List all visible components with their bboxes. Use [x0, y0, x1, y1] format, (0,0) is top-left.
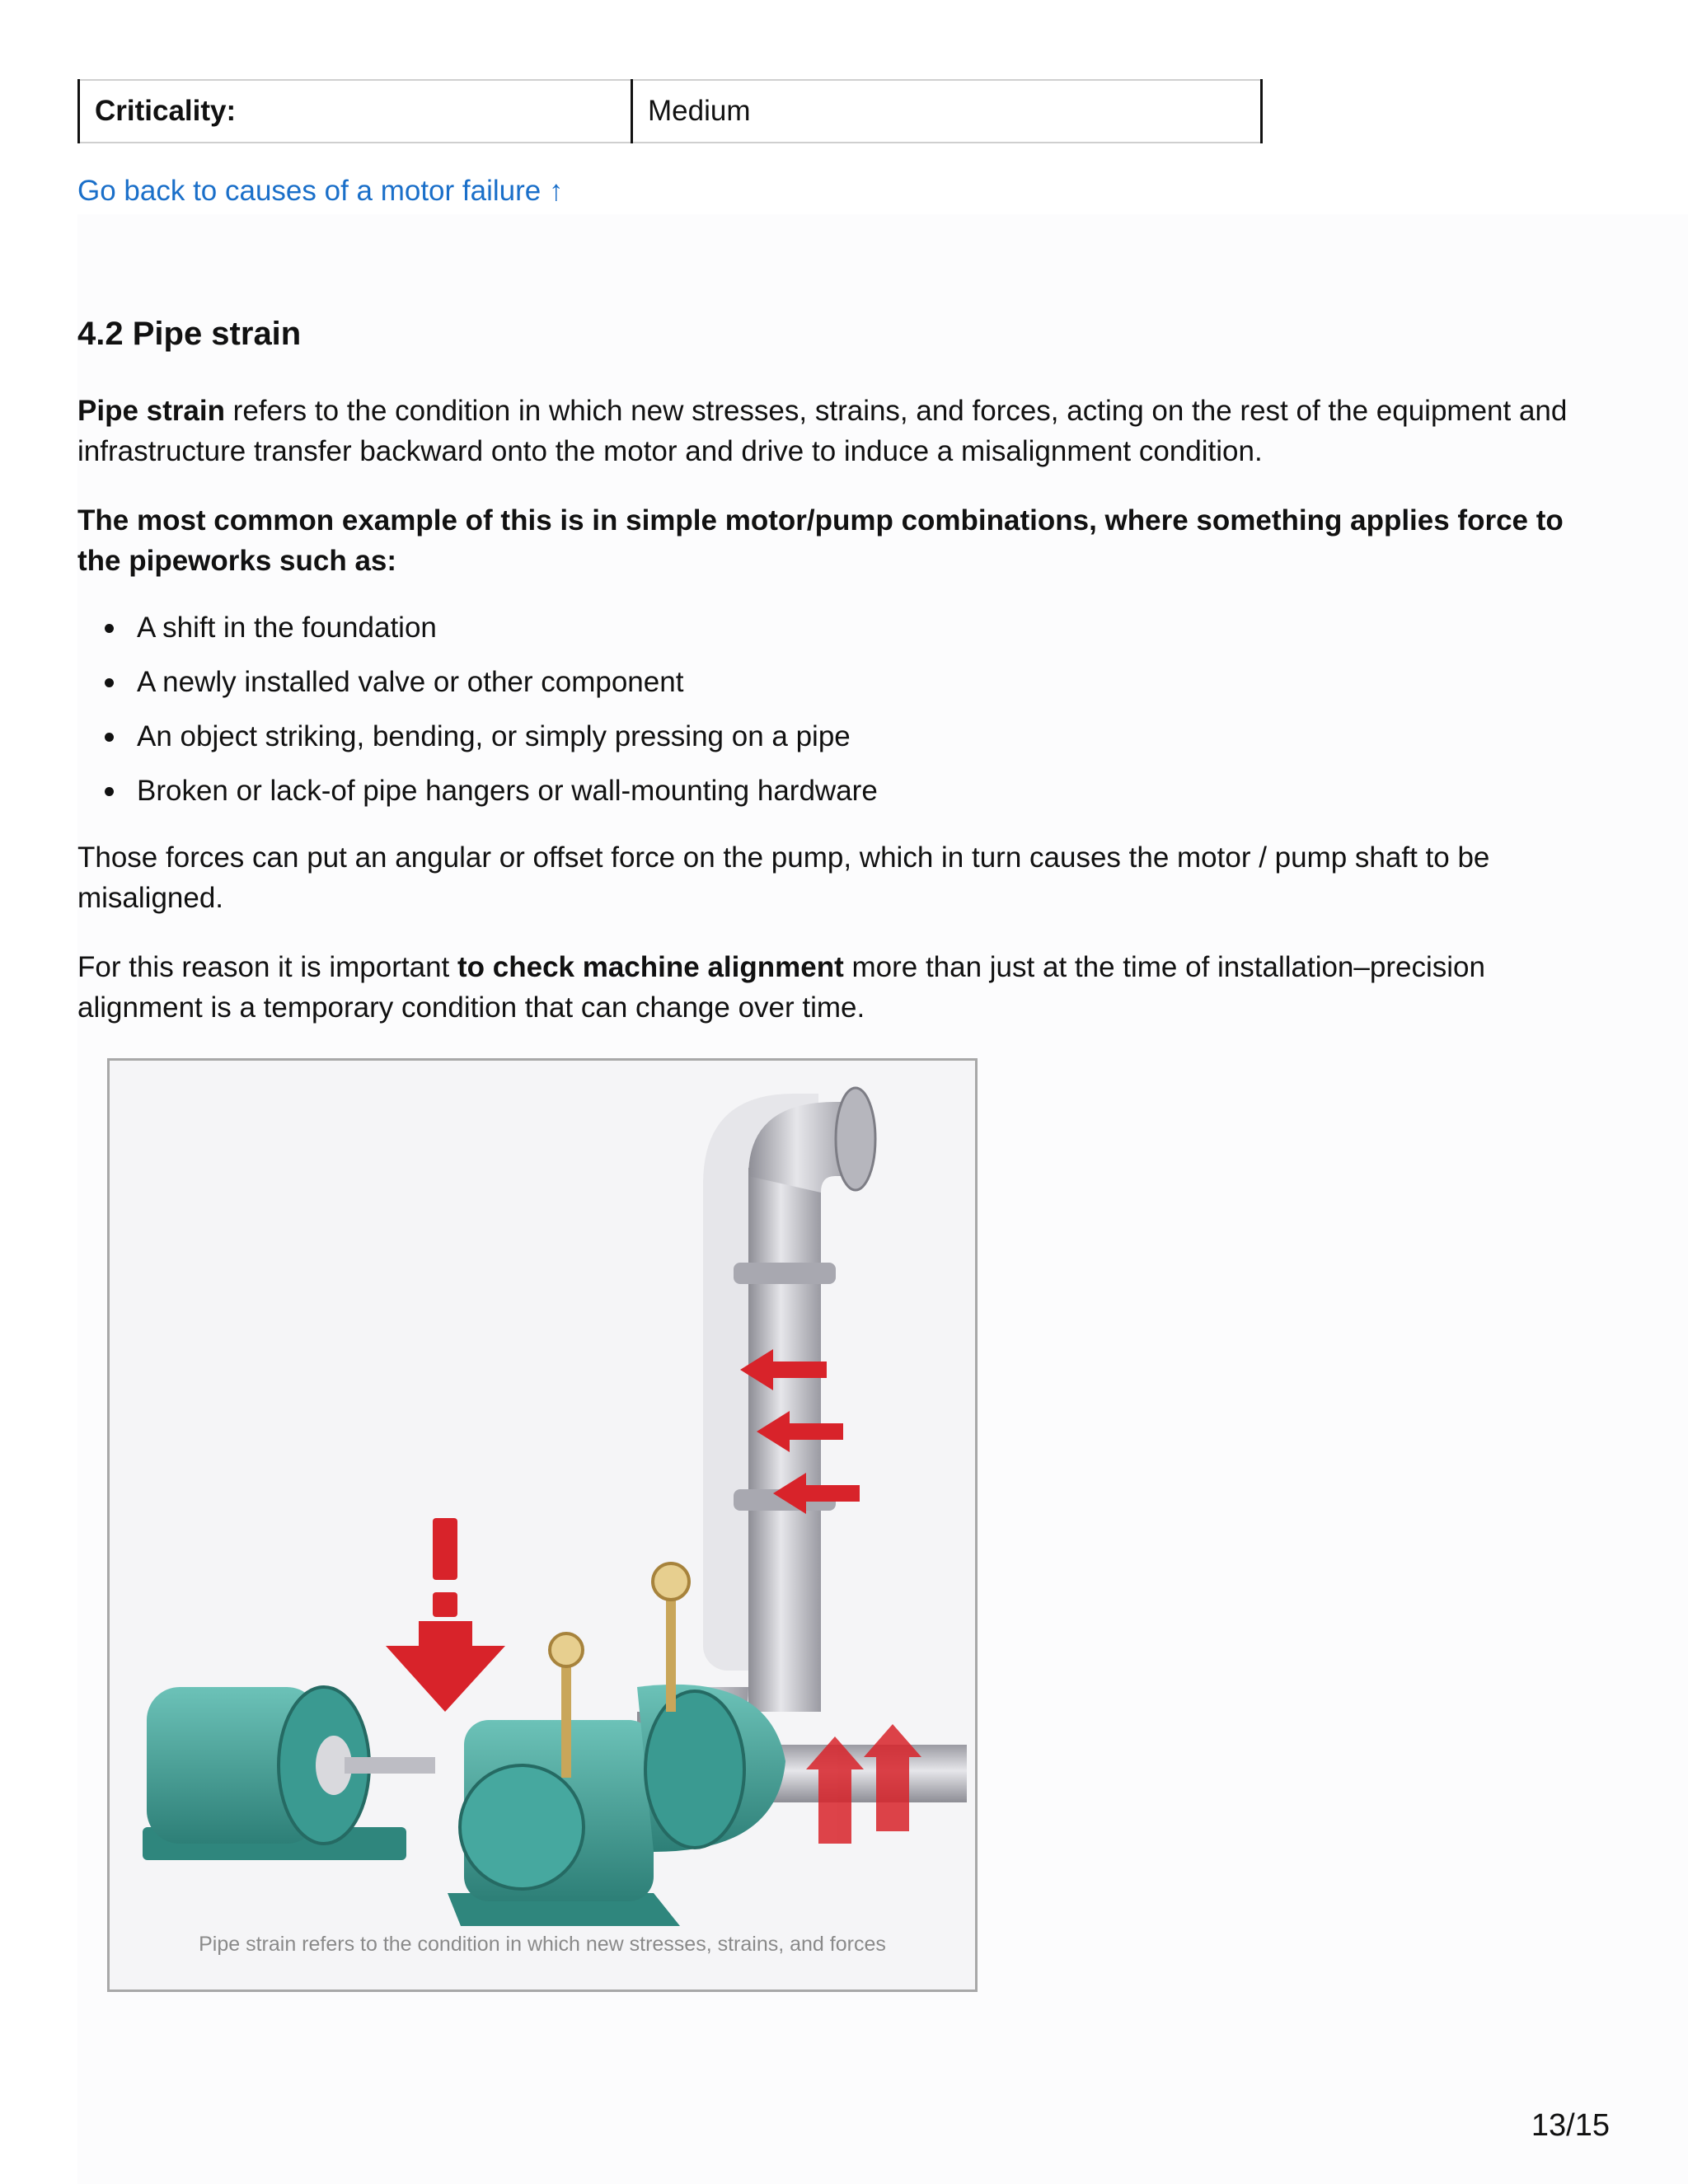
vertical-pipe [734, 1088, 875, 1712]
page-number: 13/15 [1531, 2108, 1610, 2143]
section-heading: 4.2 Pipe strain [77, 316, 302, 352]
criticality-label: Criticality: [79, 80, 632, 143]
example-lead-paragraph: The most common example of this is in simple motor/pump combinations, where something applies force to the pipeworks such as: [77, 504, 1564, 577]
bullet-icon [105, 678, 114, 687]
criticality-value: Medium [632, 80, 1262, 143]
warning-arrow [386, 1518, 505, 1712]
alignment-bold: to check machine alignment [457, 951, 844, 983]
bullet-icon [105, 624, 114, 633]
list-item: An object striking, bending, or simply pressing on a pipe [77, 716, 878, 771]
forces-paragraph: Those forces can put an angular or offset force on the pump, which in turn causes the motor / pump shaft to be misaligned. [77, 841, 1490, 914]
intro-text: refers to the condition in which new stresses, strains, and forces, acting on the rest of the equipment and infrastructure transfer backward onto the motor and drive to induce a misalignment condition. [77, 395, 1568, 467]
bullet-icon [105, 733, 114, 742]
intro-bold-term: Pipe strain [77, 395, 225, 427]
pipe-strain-figure [107, 1058, 978, 1992]
back-to-causes-link[interactable]: Go back to causes of a motor failure ↑ [77, 175, 564, 207]
alignment-paragraph: For this reason it is important to check machine alignment more than just at the time of installation–precision alignment is a temporary condition that can change over time. [77, 951, 1485, 1024]
intro-paragraph [77, 391, 1611, 471]
bullet-icon [105, 787, 114, 796]
pipe-strain-illustration [110, 1061, 975, 1926]
list-item: A shift in the foundation [77, 607, 878, 662]
examples-list [77, 607, 878, 825]
list-item: A newly installed valve or other component [77, 662, 878, 716]
motor [143, 1687, 435, 1860]
table-row [79, 80, 1262, 143]
figure-caption: Pipe strain refers to the condition in which new stresses, strains, and forces [199, 1933, 886, 1956]
list-item: Broken or lack-of pipe hangers or wall-mounting hardware [77, 771, 878, 825]
criticality-table [77, 79, 1263, 143]
